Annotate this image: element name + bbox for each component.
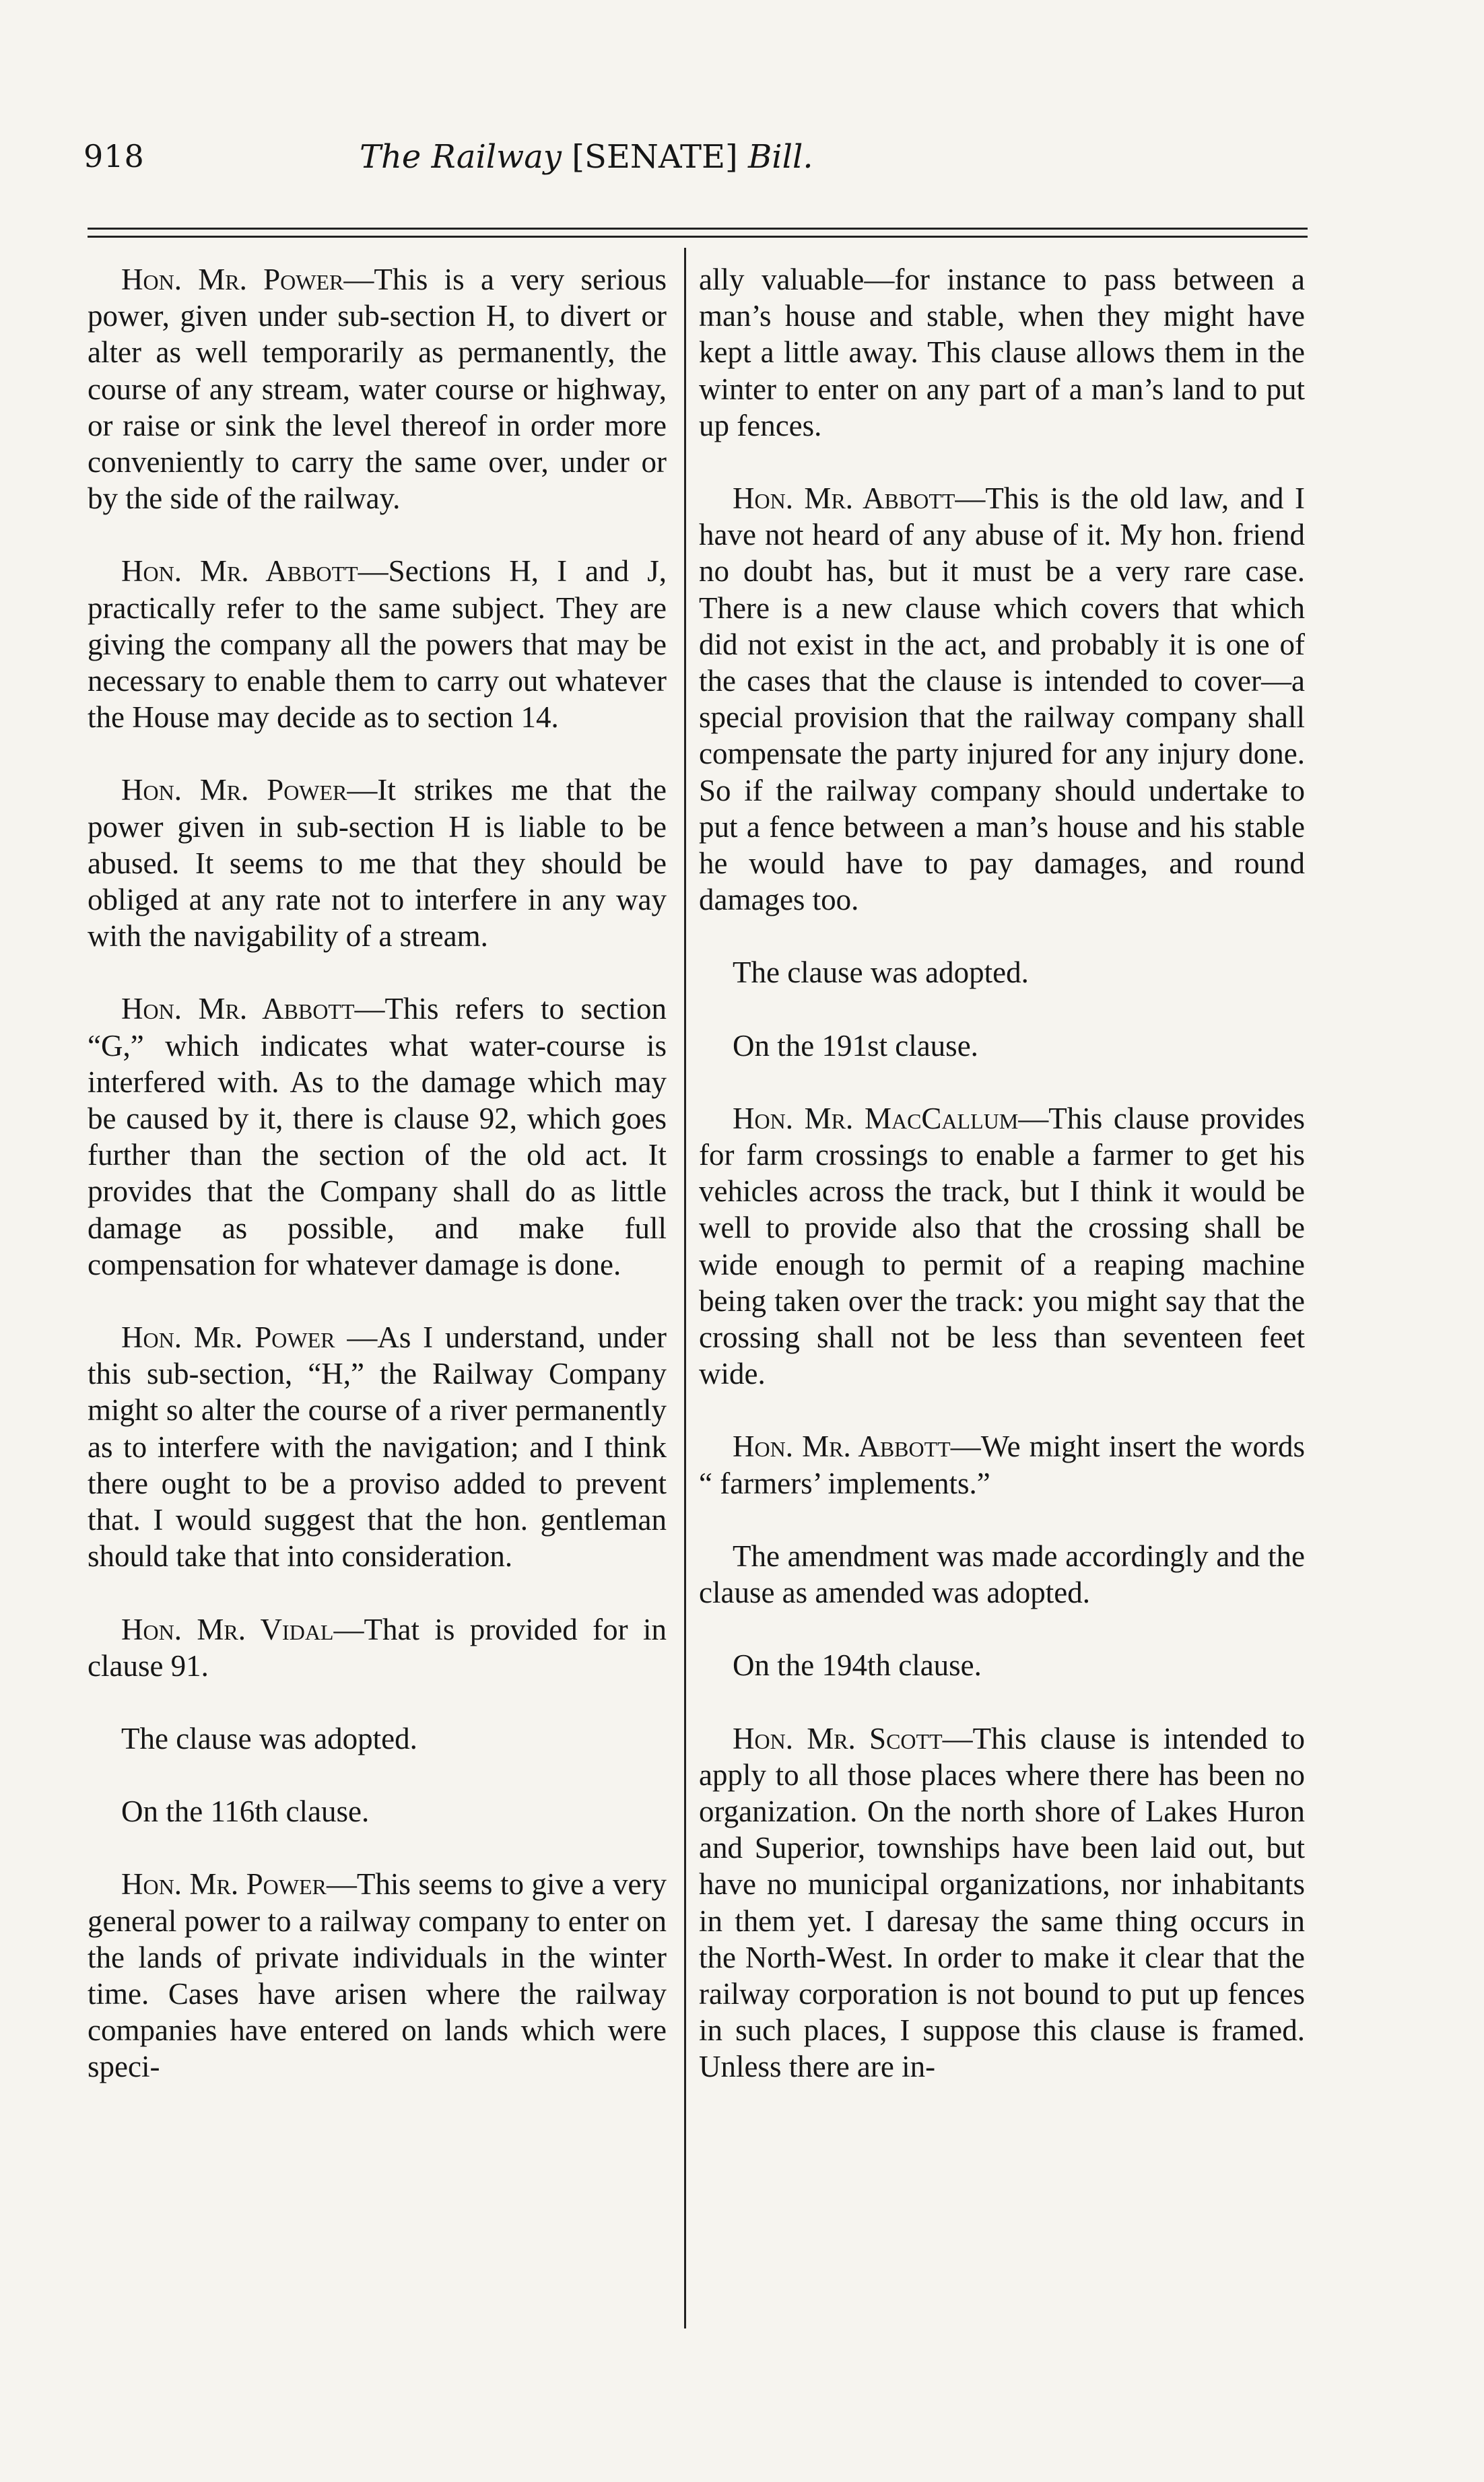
paragraph-text: —We might insert the words “ farmers’ implements.” <box>699 1430 1305 1500</box>
paragraph-text: The clause was adopted. <box>121 1721 417 1755</box>
paragraph <box>699 1720 1305 2085</box>
paragraph-text: —Sections H, I and J, practically refer to the same subject. They are giving the company all the powers that may be necessary to enable them to carry out whatever the House may decide as to section 14. <box>88 554 667 735</box>
speaker-name: Hon. Mr. Power <box>121 773 347 807</box>
paragraph <box>88 991 667 1283</box>
paragraph <box>699 1100 1305 1393</box>
paragraph-text: On the 116th clause. <box>121 1795 370 1829</box>
speaker-name: Hon. Mr. Abbott <box>733 1430 951 1464</box>
speaker-name: Hon. Mr. Power <box>121 1320 335 1355</box>
running-title-italic: The Railway <box>360 138 562 176</box>
paragraph <box>699 261 1305 444</box>
column-divider <box>684 248 686 2328</box>
paragraph-text: ally valuable—for instance to pass between a man’s house and stable, when they might have kept a little away. This clause allows them in the winter to enter on any part of a man’s land to put up fences. <box>699 263 1305 442</box>
paragraph-text: On the 191st clause. <box>733 1028 978 1063</box>
paragraph <box>88 772 667 954</box>
paragraph <box>699 1428 1305 1501</box>
speaker-name: Hon. Mr. Abbott <box>121 554 358 589</box>
paragraph <box>88 1611 667 1684</box>
paragraph <box>88 1793 667 1830</box>
paragraph-text: —It strikes me that the power given in sub-section H is liable to be abused. It seems to me that they should be obliged at any rate not to interfere in any way with the navigability of a stream. <box>88 773 667 953</box>
speaker-name: Hon. Mr. Vidal <box>121 1612 334 1646</box>
paragraph-text: The clause was adopted. <box>733 955 1029 990</box>
speaker-name: Hon. Mr. Abbott <box>121 992 355 1026</box>
paragraph-text: —As I understand, under this sub-section, “H,” the Railway Company might so alter the course of a river permanently as to interfere with the navigation; and I think there ought to be a proviso added to prevent that. I would suggest that the hon. gentleman should take that into consideration. <box>88 1320 667 1574</box>
paragraph-text: —This is the old law, and I have not heard of any abuse of it. My hon. friend no doubt has, but it must be a very rare case. There is a new clause which covers that which did not exist in the act, and probably it is one of the cases that the clause is intended to cover—a special provision that the railway company shall compensate the party injured for any injury done. So if the railway company should undertake to put a fence between a man’s house and his stable he would have to pay damages, and round damages too. <box>699 481 1305 917</box>
running-title-bill: Bill. <box>747 138 813 176</box>
paragraph-text: —This seems to give a very general power to a railway company to enter on the lands of private individuals in the winter time. Cases have arisen where the railway companies have entered on lands which were speci- <box>88 1867 667 2084</box>
paragraph <box>699 954 1305 991</box>
paragraph <box>88 553 667 735</box>
running-title <box>360 138 813 176</box>
paragraph-text: —That is provided for in clause 91. <box>88 1612 667 1683</box>
left-column <box>88 261 667 2122</box>
paragraph <box>88 1319 667 1574</box>
speaker-name: Hon. Mr. Scott <box>733 1721 943 1755</box>
paragraph-text: —This is a very serious power, given under sub-section H, to divert or alter as well temporarily as permanently, the course of any stream, water course or highway, or raise or sink the level thereof in order more conveniently to carry the same over, under or by the side of the railway. <box>88 263 667 516</box>
right-column <box>699 261 1305 2122</box>
paragraph-text: —This clause provides for farm crossings to enable a farmer to get his vehicles across the track, but I think it would be well to provide also that the crossing shall be wide enough to permit of a reaping machine being taken over the track: you might say that the crossing shall not be less than seventeen feet wide. <box>699 1101 1305 1391</box>
paragraph-text: —This refers to section “G,” which indicates what water-course is interfered with. As to the damage which may be caused by it, there is clause 92, which goes further than the section of the old act. It provides that the Company shall do as little damage as possible, and make full compensation for whatever damage is done. <box>88 992 667 1281</box>
header-rule-top <box>88 228 1308 230</box>
paragraph <box>699 1028 1305 1064</box>
paragraph <box>699 1647 1305 1683</box>
paragraph-text: The amendment was made accordingly and the clause as amended was adopted. <box>699 1539 1305 1610</box>
paragraph <box>88 1866 667 2085</box>
speaker-name: Hon. Mr. MacCallum <box>733 1101 1019 1135</box>
paragraph-text: —This clause is intended to apply to all those places where there has been no organization. On the north shore of Lakes Huron and Superior, townships have been laid out, but have no municipal organizations, nor inhabitants in them yet. I daresay the same thing occurs in the North-West. In order to make it clear that the railway corporation is not bound to put up fences in such places, I suppose this clause is framed. Unless there are in- <box>699 1721 1306 2084</box>
page-header <box>83 138 1309 185</box>
paragraph <box>699 1538 1305 1611</box>
running-title-senate: [SENATE] <box>572 138 738 176</box>
page-number: 918 <box>83 138 145 174</box>
paragraph <box>88 1720 667 1757</box>
speaker-name: Hon. Mr. Power <box>121 263 344 296</box>
speaker-name: Hon. Mr. Power <box>121 1867 327 1902</box>
header-rule-bottom <box>88 236 1308 238</box>
paragraph <box>88 261 667 516</box>
paragraph-text: On the 194th clause. <box>733 1648 982 1683</box>
paragraph <box>699 480 1305 918</box>
speaker-name: Hon. Mr. Abbott <box>733 481 955 516</box>
